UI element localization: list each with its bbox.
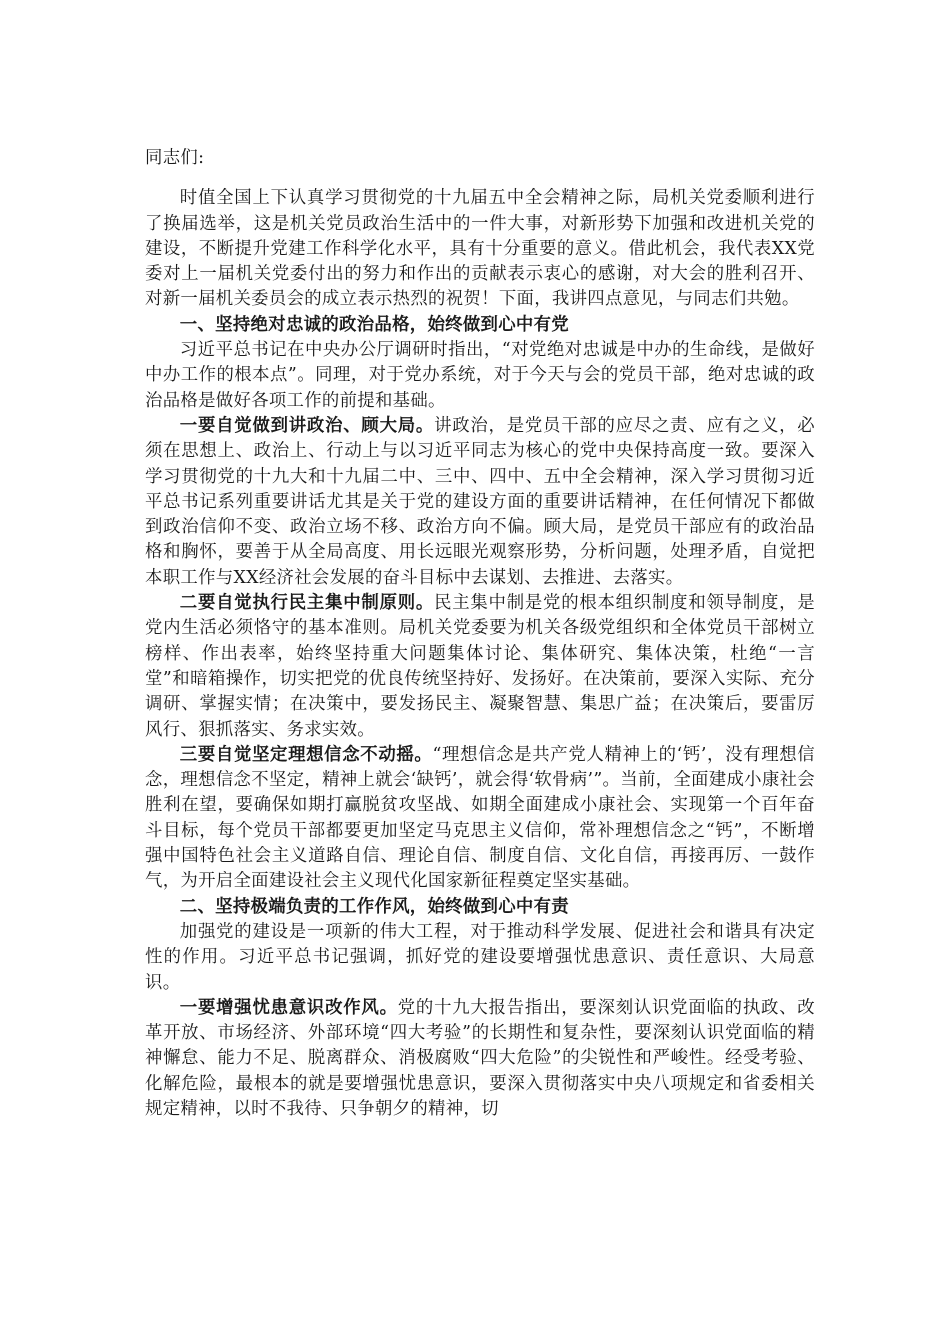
body-paragraph <box>145 414 815 591</box>
paragraph-text: 时值全国上下认真学习贯彻党的十九届五中全会精神之际，局机关党委顺利进行了换届选举，这是机关党员政治生活中的一件大事，对新形势下加强和改进机关党的建设，不断提升党建工作科学化水平，具有十分重要的意义。借此机会，我代表XX党委对上一届机关党委付出的努力和作出的贡献表示衷心的感谢，对大会的胜利召开、对新一届机关委员会的成立表示热烈的祝贺！下面，我讲四点意见，与同志们共勉。 <box>145 188 815 310</box>
body-paragraph <box>145 338 815 414</box>
paragraph-text: 党的十九大报告指出，要深刻认识党面临的执政、改革开放、市场经济、外部环境“四大考验”的长期性和复杂性，要深刻认识党面临的精神懈怠、能力不足、脱离群众、消极腐败“四大危险”的尖锐性和严峻性。经受考验、化解危险，最根本的就是要增强忧患意识，要深入贯彻落实中央八项规定和省委相关规定精神，以时不我待、只争朝夕的精神，切 <box>145 997 815 1119</box>
section-heading-2: 二、坚持极端负责的工作作风，始终做到心中有责 <box>179 896 569 917</box>
greeting: 同志们: <box>145 148 205 168</box>
paragraph-lead: 三要自觉坚定理想信念不动摇。 <box>179 744 433 765</box>
body-paragraph <box>145 996 815 1122</box>
paragraph-lead: 二要自觉执行民主集中制原则。 <box>179 593 435 614</box>
body-paragraph <box>145 186 815 312</box>
paragraph-text: 民主集中制是党的根本组织制度和领导制度，是党内生活必须恪守的基本准则。局机关党委要为机关各级党组织和全体党员干部树立榜样、作出表率，始终坚持重大问题集体讨论、集体研究、集体决策，杜绝“一言堂”和暗箱操作，切实把党的优良传统坚持好、发扬好。在决策前，要深入实际、充分调研、掌握实情；在决策中，要发扬民主、凝聚智慧、集思广益；在决策后，要雷厉风行、狠抓落实、务求实效。 <box>145 593 815 740</box>
paragraph-text: “理想信念是共产党人精神上的‘钙’，没有理想信念，理想信念不坚定，精神上就会‘缺钙’，就会得‘软骨病’”。当前，全面建成小康社会胜利在望，要确保如期打赢脱贫攻坚战、如期全面建成小康社会、实现第一个百年奋斗目标，每个党员干部都要更加坚定马克思主义信仰，常补理想信念之“钙”，不断增强中国特色社会主义道路自信、理论自信、制度自信、文化自信，再接再厉、一鼓作气，为开启全面建设社会主义现代化国家新征程奠定坚实基础。 <box>145 744 815 892</box>
paragraph-lead: 一要增强忧患意识改作风。 <box>179 997 398 1018</box>
paragraph-text: 加强党的建设是一项新的伟大工程，对于推动科学发展、促进社会和谐具有决定性的作用。习近平总书记强调，抓好党的建设要增强忧患意识、责任意识、大局意识。 <box>145 921 815 993</box>
body-paragraph <box>145 743 815 895</box>
paragraph-text: 讲政治，是党员干部的应尽之责、应有之义，必须在思想上、政治上、行动上与以习近平同志为核心的党中央保持高度一致。要深入学习贯彻党的十九大和十九届二中、三中、四中、五中全会精神，深入学习贯彻习近平总书记系列重要讲话尤其是关于党的建设方面的重要讲话精神，在任何情况下都做到政治信仰不变、政治立场不移、政治方向不偏。顾大局，是党员干部应有的政治品格和胸怀，要善于从全局高度、用长远眼光观察形势，分析问题，处理矛盾，自觉把本职工作与XX经济社会发展的奋斗目标中去谋划、去推进、去落实。 <box>145 415 815 588</box>
section-heading-1: 一、坚持绝对忠诚的政治品格，始终做到心中有党 <box>179 314 569 335</box>
paragraph-text: 习近平总书记在中央办公厅调研时指出，“对党绝对忠诚是中办的生命线，是做好中办工作的根本点”。同理，对于党办系统，对于今天与会的党员干部，绝对忠诚的政治品格是做好各项工作的前提和基础。 <box>145 340 815 411</box>
body-paragraph <box>145 591 815 743</box>
paragraph-lead: 一要自觉做到讲政治、顾大局。 <box>179 415 435 436</box>
document-page <box>145 146 815 1122</box>
body-paragraph <box>145 920 815 996</box>
